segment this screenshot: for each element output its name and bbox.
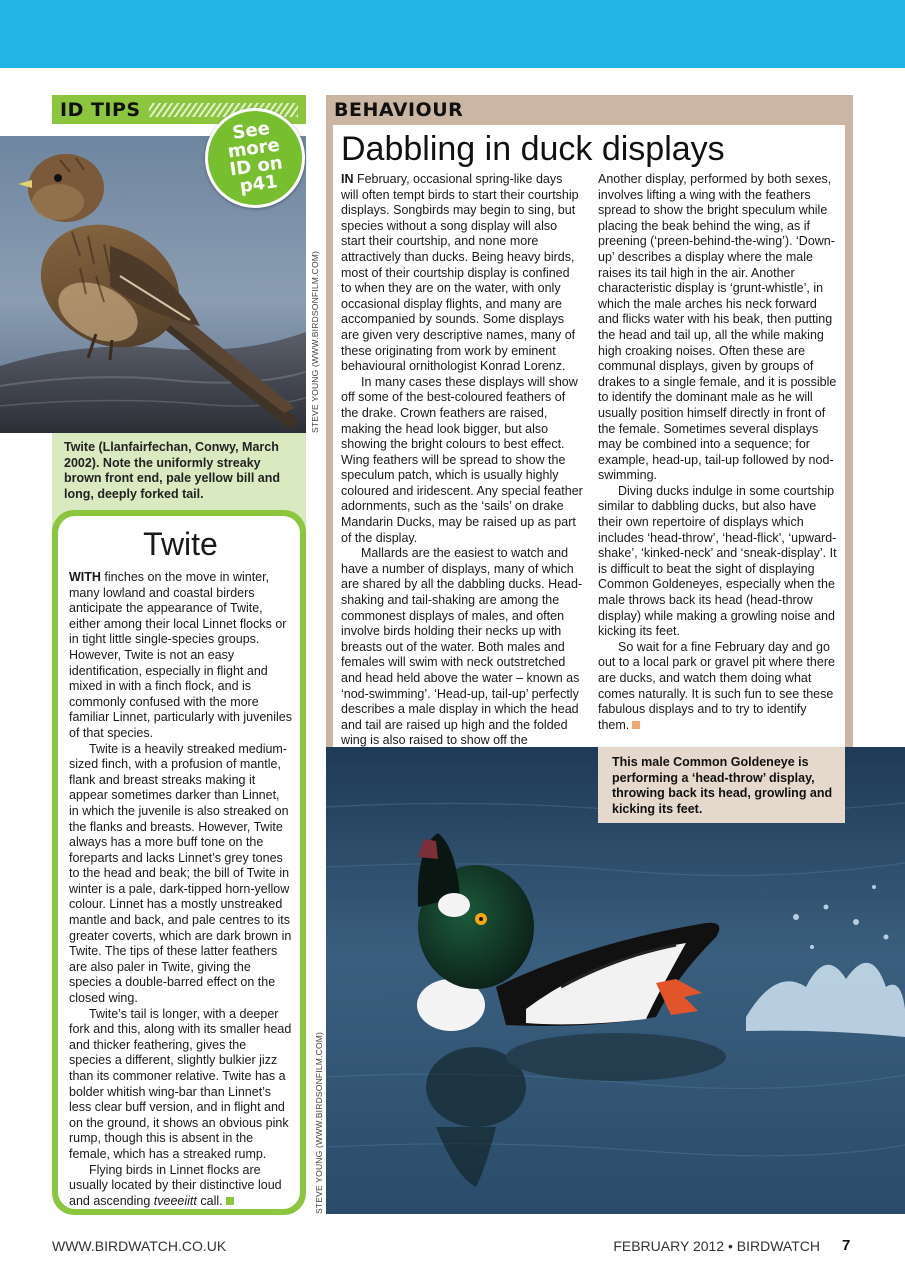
twite-paragraph-1 <box>69 570 292 742</box>
lead-word: WITH <box>69 570 101 584</box>
twite-photo-caption: Twite (Llanfairfechan, Conwy, March 2002). Note the uniformly streaky brown front end, pale yellow bill and long, deeply forked tail. <box>52 433 306 553</box>
twite-paragraph-2: Twite is a heavily streaked medium-sized finch, with a profusion of mantle, flank and breast streaks making it appear sometimes darker than Linnet, in which the juvenile is also streaked on the flanks and breasts. However, Twite always has a more buff tone on the foreparts and lacks Linnet’s grey tones to the head and beak; the bill of Twite in winter is a pale, dark-tipped horn-yellow colour. Linnet has a mostly unstreaked mantle and back, and pale centres to its greater coverts, which are dark brown in Twite. The tips of these latter feathers are also paler in Twite, giving the species a double-barred effect on the closed wing. <box>69 741 292 1006</box>
behaviour-title: Dabbling in duck displays <box>341 130 725 168</box>
behaviour-column-2 <box>598 172 840 733</box>
paragraph-text: February, occasional spring-like days will often tempt birds to start their courtship displays. Songbirds may begin to sing, but species without a song display will also start their courtship, and none more attractively than ducks. Being heavy birds, most of their courtship display is confined to when they are on the water, with only occasional display flights, and many are accompanied by sounds. Some displays are given very descriptive names, many of these originating from work by eminent behavioural ornithologist Konrad Lorenz. <box>341 172 579 374</box>
behaviour-paragraph-2: In many cases these displays will show off some of the best-coloured feathers of the drake. Crown feathers are raised, making the head look bigger, but also showing the bright colours to best effect. Wing feathers will be spread to show the speculum patch, which is usually highly coloured and iridescent. Any special feather adornments, such as the ‘sails’ on drake Mandarin Ducks, may be raised up as part of the display. <box>341 374 583 545</box>
top-color-bar <box>0 0 905 68</box>
paragraph-text: call. <box>196 1193 223 1208</box>
twite-photo-credit: STEVE YOUNG (WWW.BIRDSONFILM.COM) <box>310 250 320 433</box>
paragraph-text: finches on the move in winter, many lowland and coastal birders anticipate the appearance of Twite, either among their local Linnet flocks or in tight little single-species groups. However, Twite is not an easy identification, especially in flight and mixed in with a finch flock, and is commonly confused with the more familiar Linnet, particularly with juveniles of that species. <box>69 570 293 740</box>
twite-paragraph-4 <box>69 1163 292 1210</box>
behaviour-paragraph-5: Diving ducks indulge in some courtship similar to dabbling ducks, but also have their own repertoire of displays which includes ‘head-throw’, ‘head-flick’, ‘upward-shake’, ‘kinked-neck’ and ‘sneak-display’. It is difficult to beat the sight of displaying Common Goldeneyes, especially when the male throws back its head (head-throw display) while making a growling noise and kicking its feet. <box>598 483 837 639</box>
behaviour-paragraph-6 <box>598 640 840 734</box>
end-mark-icon <box>632 721 640 729</box>
footer-issue: FEBRUARY 2012 • BIRDWATCH <box>613 1238 820 1254</box>
behaviour-column-1 <box>341 172 583 765</box>
badge-text: See more ID on p41 <box>226 117 284 198</box>
footer-website[interactable]: WWW.BIRDWATCH.CO.UK <box>52 1238 227 1254</box>
behaviour-paragraph-3: Mallards are the easiest to watch and have a number of displays, many of which are shared by all the dabbling ducks. Head-shaking and tail-shaking are among the commonest displays of males, and often involve birds holding their necks up with breasts out of the water. Both males and females will swim with neck outstretched and head held above the water – known as ‘nod-swimming’. ‘Head-up, tail-up’ perfectly describes a male display in which the head and tail are raised up high and the folded wing is also raised to show off the <box>341 546 583 748</box>
behaviour-heading: BEHAVIOUR <box>334 99 464 121</box>
goldeneye-photo-credit: STEVE YOUNG (WWW.BIRDSONFILM.COM) <box>314 1031 324 1214</box>
goldeneye-photo-caption: This male Common Goldeneye is performing a ‘head-throw’ display, throwing back its head, growling and kicking its feet. <box>598 747 845 823</box>
call-name: tveeeiitt <box>153 1193 197 1208</box>
page-number: 7 <box>842 1237 851 1254</box>
twite-title: Twite <box>143 526 218 562</box>
twite-article-inner <box>58 516 300 1209</box>
twite-body <box>69 570 292 1209</box>
id-tips-heading: ID TIPS <box>60 98 141 121</box>
twite-paragraph-3: Twite’s tail is longer, with a deeper fork and this, along with its smaller head and thicker feathering, gives the species a different, slightly bulkier jizz than its commoner relative. Twite has a bolder whitish wing-bar than Linnet’s less clear buff version, and in flight and on the ground, it shows an obvious pink rump, though this is absent in the female, which has a streaked rump. <box>69 1006 292 1161</box>
behaviour-paragraph-1 <box>341 172 583 375</box>
lead-word: IN <box>341 172 354 186</box>
paragraph-text: Flying birds in Linnet flocks are usually located by their distinctive loud and ascending <box>69 1162 282 1208</box>
end-mark-icon <box>226 1197 234 1205</box>
paragraph-text: So wait for a fine February day and go out to a local park or gravel pit where there are ducks, and watch them doing what comes naturally. It is such fun to see these fabulous displays and to try to identify them. <box>598 639 835 732</box>
behaviour-paragraph-4: Another display, performed by both sexes, involves lifting a wing with the feathers spread to show the bright speculum while placing the beak behind the wing, as if preening (‘preen-behind-the-wing’). ‘Down-up’ describes a display where the male raises its tail high in the air. Another characteristic display is ‘grunt-whistle’, in which the male arches his neck forward and flicks water with his beak, then putting the head and tail up, all the while making high croaking noises. Often these are communal displays, given by groups of drakes to a single female, and it is possible to identify the dominant male as he will usually position himself directly in front of the female. Sometimes several displays may be combined into a sequence; for example, head-up, tail-up followed by nod-swimming. <box>598 172 837 483</box>
twite-article-box <box>52 510 306 1215</box>
